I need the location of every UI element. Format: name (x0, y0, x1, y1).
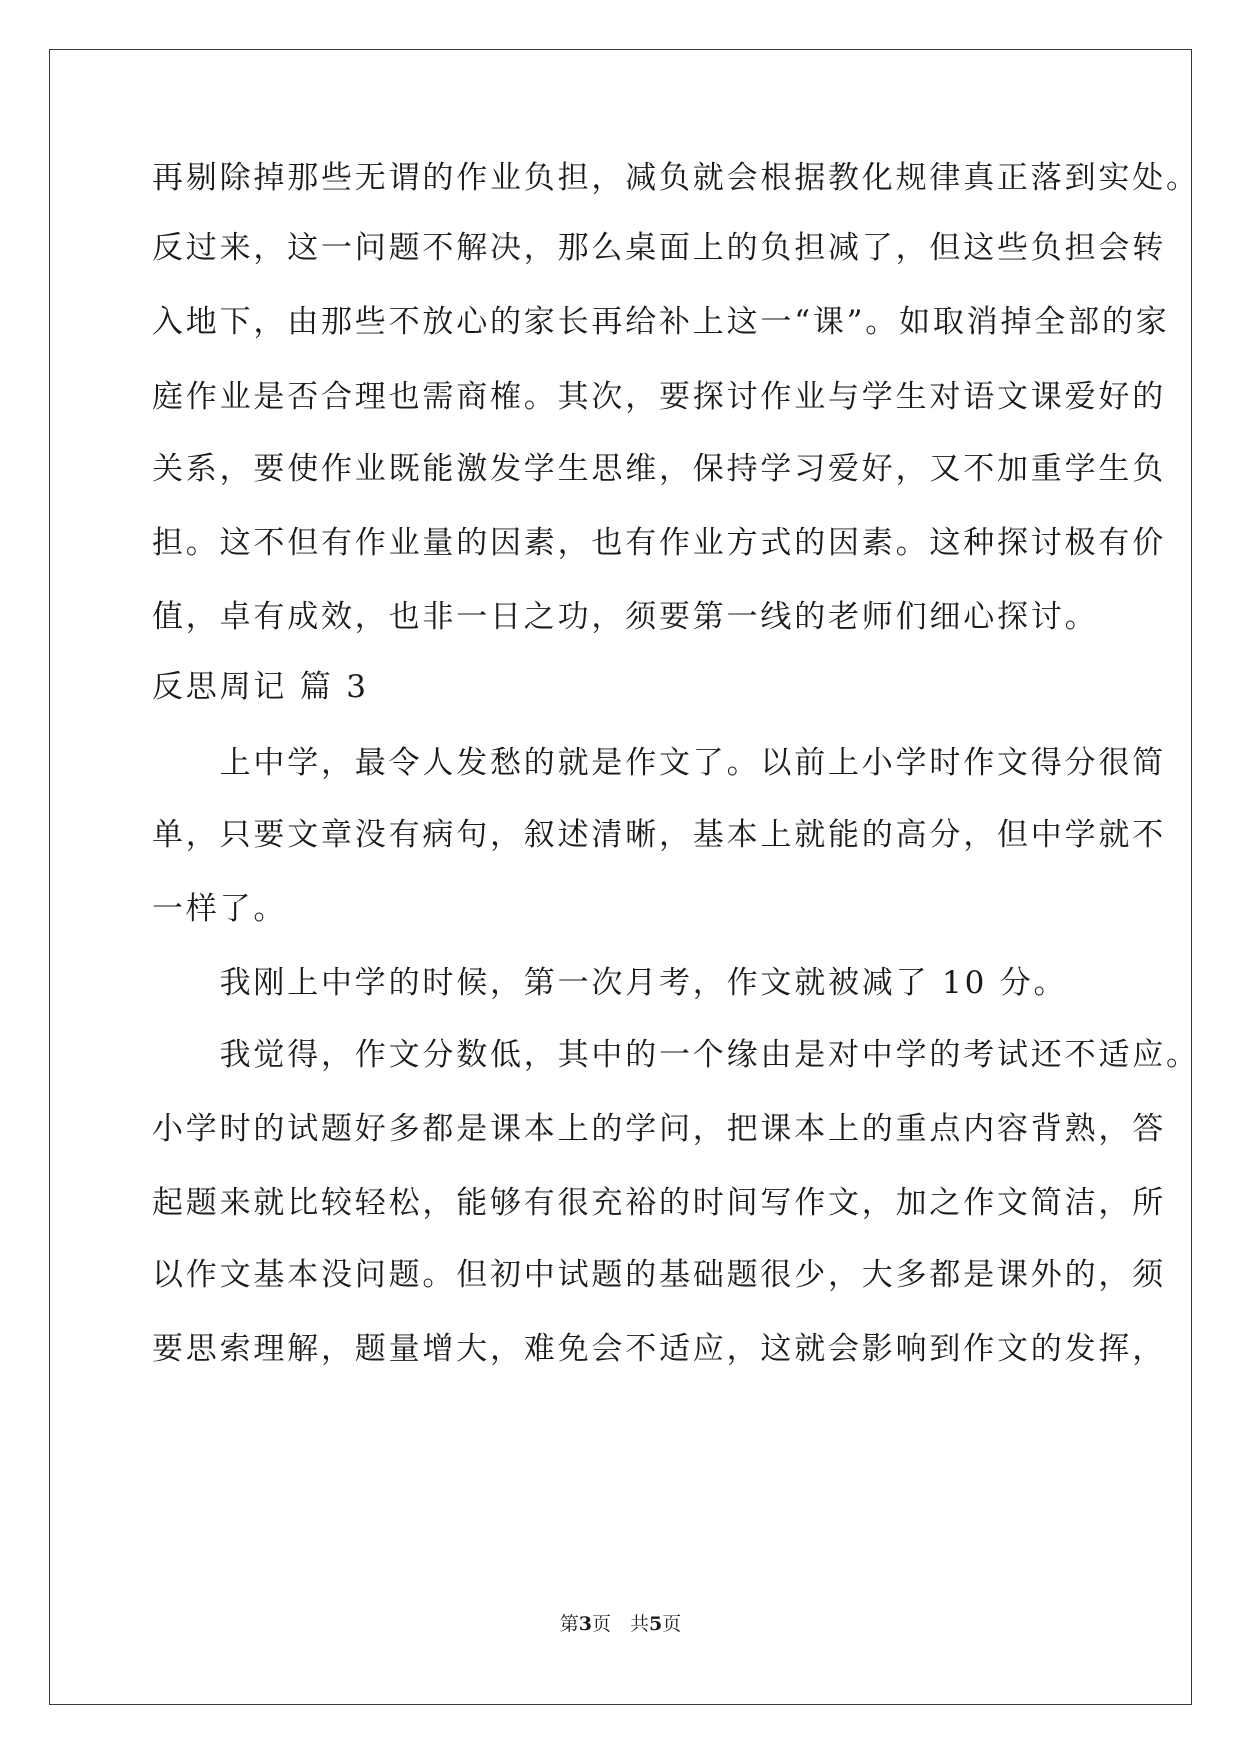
text-line: 庭作业是否合理也需商榷。其次，要探讨作业与学生对语文课爱好的 (152, 379, 1166, 415)
text-line: 我觉得，作文分数低，其中的一个缘由是对中学的考试还不适应。 (152, 1037, 1200, 1073)
page-footer (0, 1612, 1241, 1636)
section-heading: 反思周记 篇 3 (152, 669, 369, 705)
page-prefix: 第 (559, 1613, 579, 1635)
text-line: 反过来，这一问题不解决，那么桌面上的负担减了，但这些负担会转 (152, 230, 1166, 266)
page-suffix: 页 (662, 1613, 682, 1635)
text-line: 值，卓有成效，也非一日之功，须要第一线的老师们细心探讨。 (152, 599, 1099, 635)
text-line: 单，只要文章没有病句，叙述清晰，基本上就能的高分，但中学就不 (152, 817, 1166, 853)
text-line: 小学时的试题好多都是课本上的学问，把课本上的重点内容背熟，答 (152, 1111, 1166, 1147)
total-page-number: 5 (649, 1613, 663, 1635)
text-line: 关系，要使作业既能激发学生思维，保持学习爱好，又不加重学生负 (152, 451, 1166, 487)
text-line: 再剔除掉那些无谓的作业负担，减负就会根据教化规律真正落到实处。 (152, 160, 1200, 196)
text-line: 以作文基本没问题。但初中试题的基础题很少，大多都是课外的，须 (152, 1257, 1166, 1293)
text-line: 一样了。 (152, 891, 288, 927)
page-mid-text: 页 共 (591, 1613, 649, 1635)
page-border (49, 49, 1192, 1705)
text-line: 我刚上中学的时候，第一次月考，作文就被减了 10 分。 (152, 965, 1068, 1001)
text-line: 要思索理解，题量增大，难免会不适应，这就会影响到作文的发挥， (152, 1331, 1166, 1367)
current-page-number: 3 (578, 1613, 592, 1635)
text-line: 担。这不但有作业量的因素，也有作业方式的因素。这种探讨极有价 (152, 525, 1166, 561)
text-line: 入地下，由那些不放心的家长再给补上这一“课”。如取消掉全部的家 (152, 304, 1170, 340)
text-line: 上中学，最令人发愁的就是作文了。以前上小学时作文得分很简 (152, 745, 1166, 781)
text-line: 起题来就比较轻松，能够有很充裕的时间写作文，加之作文简洁，所 (152, 1185, 1166, 1221)
